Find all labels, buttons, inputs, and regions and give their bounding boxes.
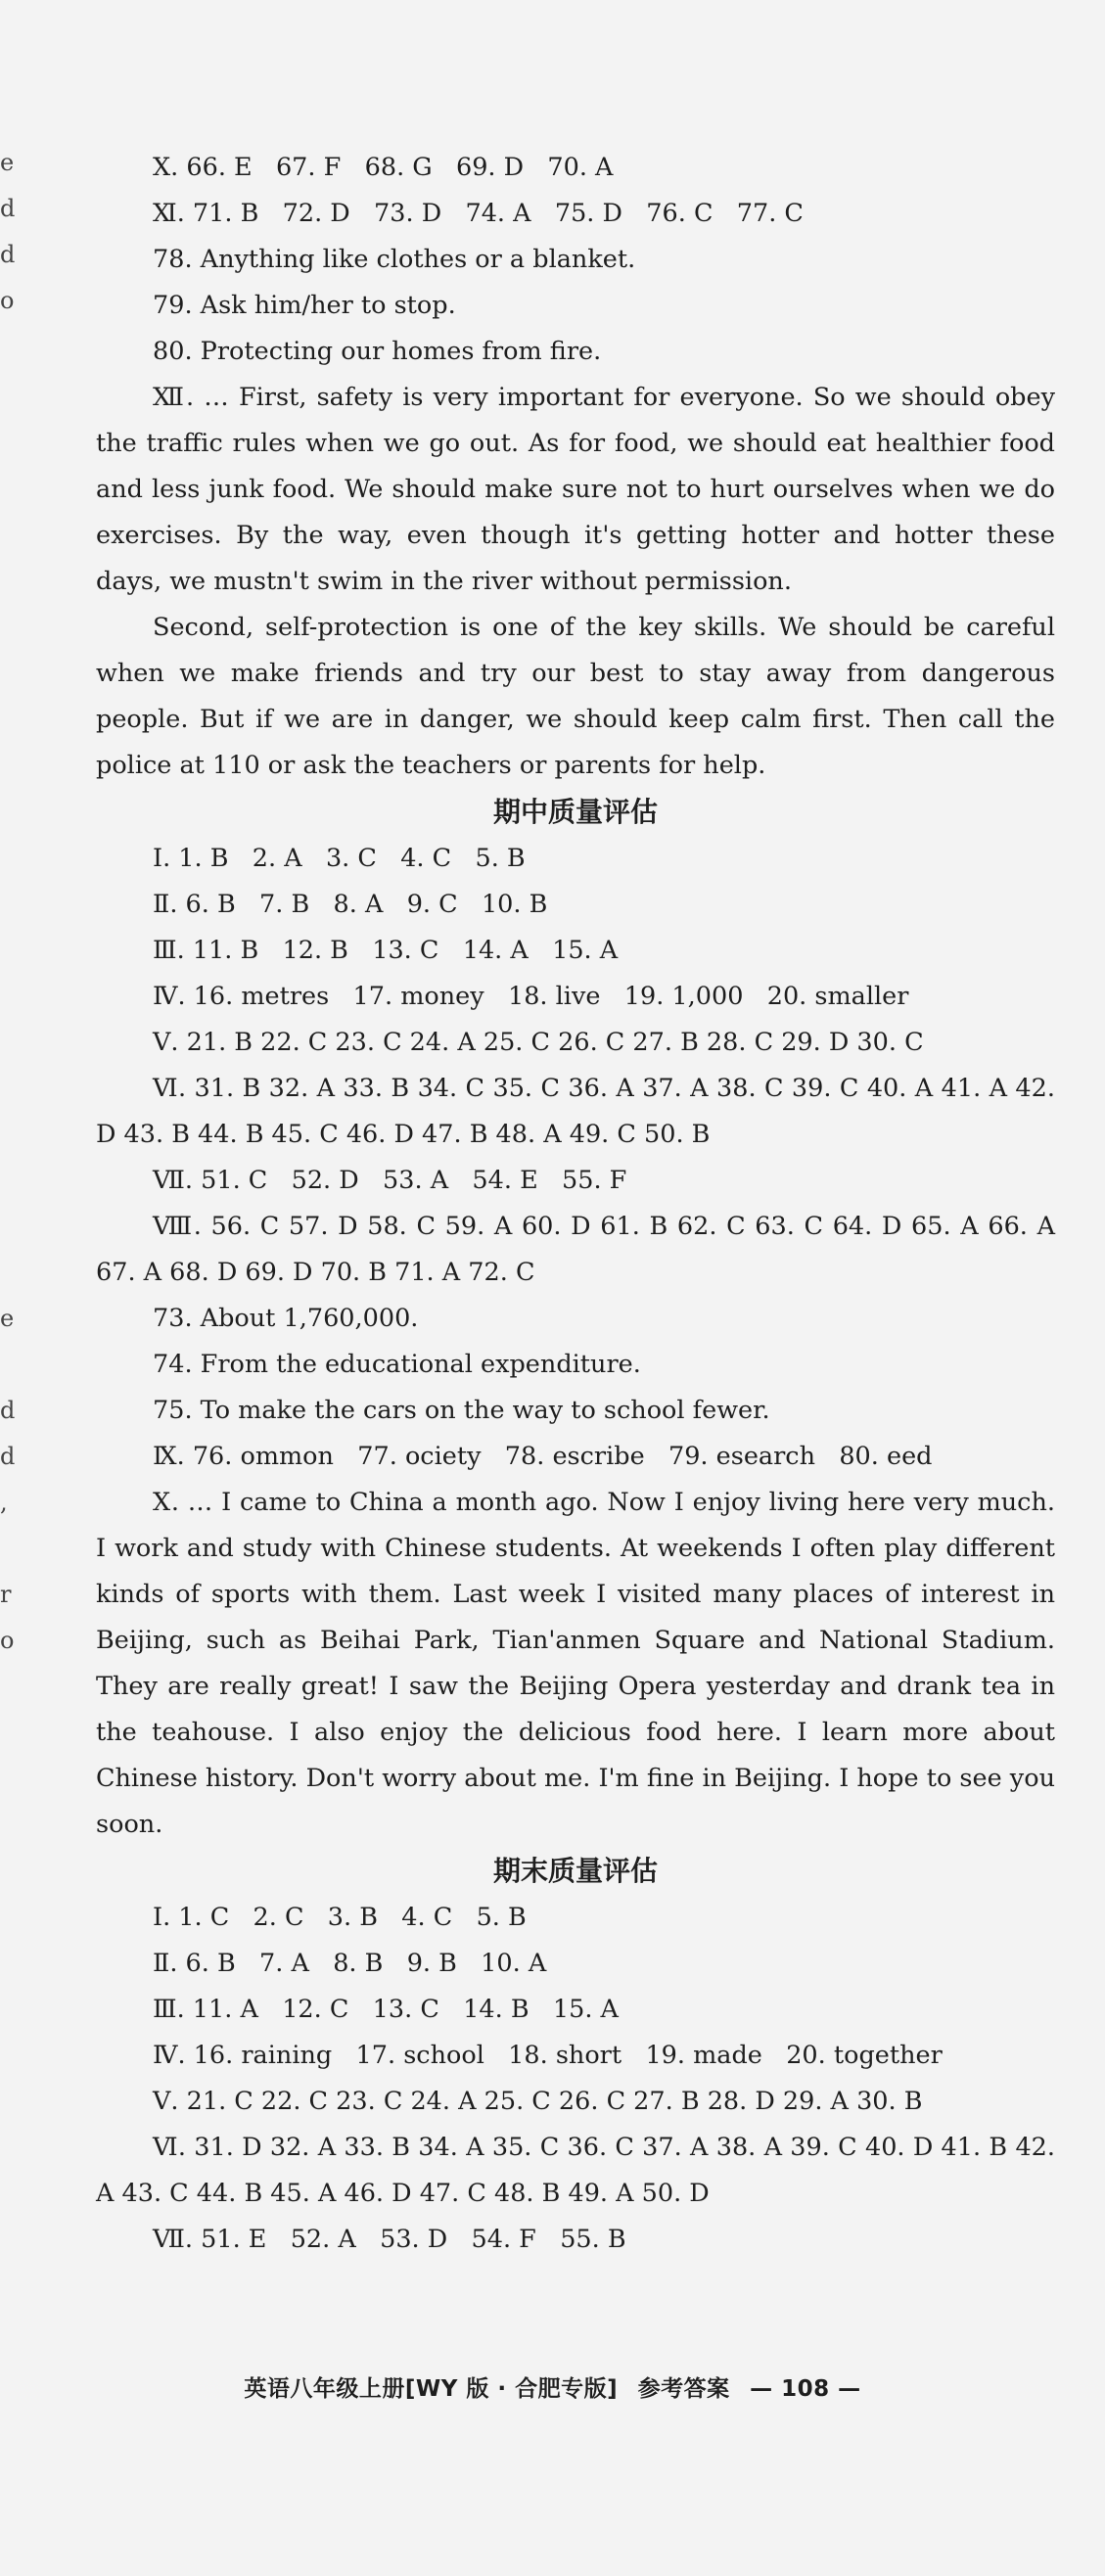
margin-char: r <box>0 1581 12 1608</box>
left-margin-fragments <box>0 0 20 1664</box>
answer-line: Ⅳ. 16. raining 17. school 18. short 19. made 20. together <box>153 2041 943 2070</box>
answer-line: Ⅰ. 1. C 2. C 3. B 4. C 5. B <box>153 1903 527 1932</box>
margin-char: o <box>0 1627 15 1654</box>
margin-char: d <box>0 195 16 222</box>
answer-content <box>96 145 1055 2263</box>
answer-line: 73. About 1,760,000. <box>153 1304 419 1333</box>
answer-line: Ⅶ. 51. C 52. D 53. A 54. E 55. F <box>153 1166 627 1195</box>
answer-line: 79. Ask him/her to stop. <box>153 291 456 320</box>
midterm-title: 期中质量评估 <box>492 796 658 828</box>
answer-line: Ⅲ. 11. B 12. B 13. C 14. A 15. A <box>153 936 619 965</box>
answer-paragraph: Ⅷ. 56. C 57. D 58. C 59. A 60. D 61. B 62. C 63. C 64. D 65. A 66. A 67. A 68. D 69. D 70. B 71. A 72. C <box>96 1212 1055 1287</box>
footer-book-title: 英语八年级上册[WY 版 · 合肥专版] <box>244 2376 619 2402</box>
answer-line: Ⅸ. 76. ommon 77. ociety 78. escribe 79. esearch 80. eed <box>153 1442 933 1471</box>
footer-page-number: — 108 — <box>750 2376 861 2402</box>
answer-line: Ⅹ. 66. E 67. F 68. G 69. D 70. A <box>153 153 614 182</box>
answer-line: Ⅰ. 1. B 2. A 3. C 4. C 5. B <box>153 844 526 873</box>
answer-line: Ⅶ. 51. E 52. A 53. D 54. F 55. B <box>153 2225 626 2254</box>
final-title: 期末质量评估 <box>492 1855 658 1887</box>
answer-line: 80. Protecting our homes from fire. <box>153 337 602 366</box>
margin-char: o <box>0 287 15 314</box>
answer-line: Ⅱ. 6. B 7. B 8. A 9. C 10. B <box>153 890 548 919</box>
page-footer <box>0 2370 1105 2403</box>
margin-char: e <box>0 149 15 176</box>
answer-line: 74. From the educational expenditure. <box>153 1350 641 1379</box>
margin-char: e <box>0 1305 15 1332</box>
writing-paragraph: Second, self-protection is one of the key skills. We should be careful when we make friends and try our best to stay away from dangerous people. But if we are in danger, we should keep calm first. Then call the police at 110 or ask the teachers or parents for help. <box>96 613 1055 780</box>
answer-line: Ⅲ. 11. A 12. C 13. C 14. B 15. A <box>153 1995 619 2024</box>
answer-line: 78. Anything like clothes or a blanket. <box>153 245 636 274</box>
answer-line: Ⅱ. 6. B 7. A 8. B 9. B 10. A <box>153 1949 547 1978</box>
margin-char: d <box>0 1397 16 1424</box>
answer-paragraph: Ⅴ. 21. B 22. C 23. C 24. A 25. C 26. C 27. B 28. C 29. D 30. C <box>153 1028 924 1057</box>
answer-line: Ⅳ. 16. metres 17. money 18. live 19. 1,000 20. smaller <box>153 982 909 1011</box>
answer-paragraph: Ⅵ. 31. B 32. A 33. B 34. C 35. C 36. A 37. A 38. C 39. C 40. A 41. A 42. D 43. B 44. B 45. C 46. D 47. B 48. A 49. C 50. B <box>96 1074 1055 1149</box>
margin-char: d <box>0 1443 16 1470</box>
footer-section: 参考答案 <box>637 2376 730 2402</box>
answer-line: 75. To make the cars on the way to school fewer. <box>153 1396 770 1425</box>
margin-char: , <box>0 1489 8 1516</box>
margin-char: d <box>0 241 16 268</box>
answer-line: Ⅺ. 71. B 72. D 73. D 74. A 75. D 76. C 77. C <box>153 199 804 228</box>
answer-paragraph: Ⅴ. 21. C 22. C 23. C 24. A 25. C 26. C 27. B 28. D 29. A 30. B <box>153 2087 923 2116</box>
writing-paragraph: Ⅹ. … I came to China a month ago. Now I enjoy living here very much. I work and study with Chinese students. At weekends I often play different kinds of sports with them. Last week I visited many places of interest in Beijing, such as Beihai Park, Tian'anmen Square and National Stadium. They are really great! I saw the Beijing Opera yesterday and drank tea in the teahouse. I also enjoy the delicious food here. I learn more about Chinese history. Don't worry about me. I'm fine in Beijing. I hope to see you soon. <box>96 1488 1055 1839</box>
answer-paragraph: Ⅵ. 31. D 32. A 33. B 34. A 35. C 36. C 37. A 38. A 39. C 40. D 41. B 42. A 43. C 44. B 45. A 46. D 47. C 48. B 49. A 50. D <box>96 2133 1055 2208</box>
writing-paragraph: Ⅻ. … First, safety is very important for everyone. So we should obey the traffic rules when we go out. As for food, we should eat healthier food and less junk food. We should make sure not to hurt ourselves when we do exercises. By the way, even though it's getting hotter and hotter these days, we mustn't swim in the river without permission. <box>96 383 1055 596</box>
